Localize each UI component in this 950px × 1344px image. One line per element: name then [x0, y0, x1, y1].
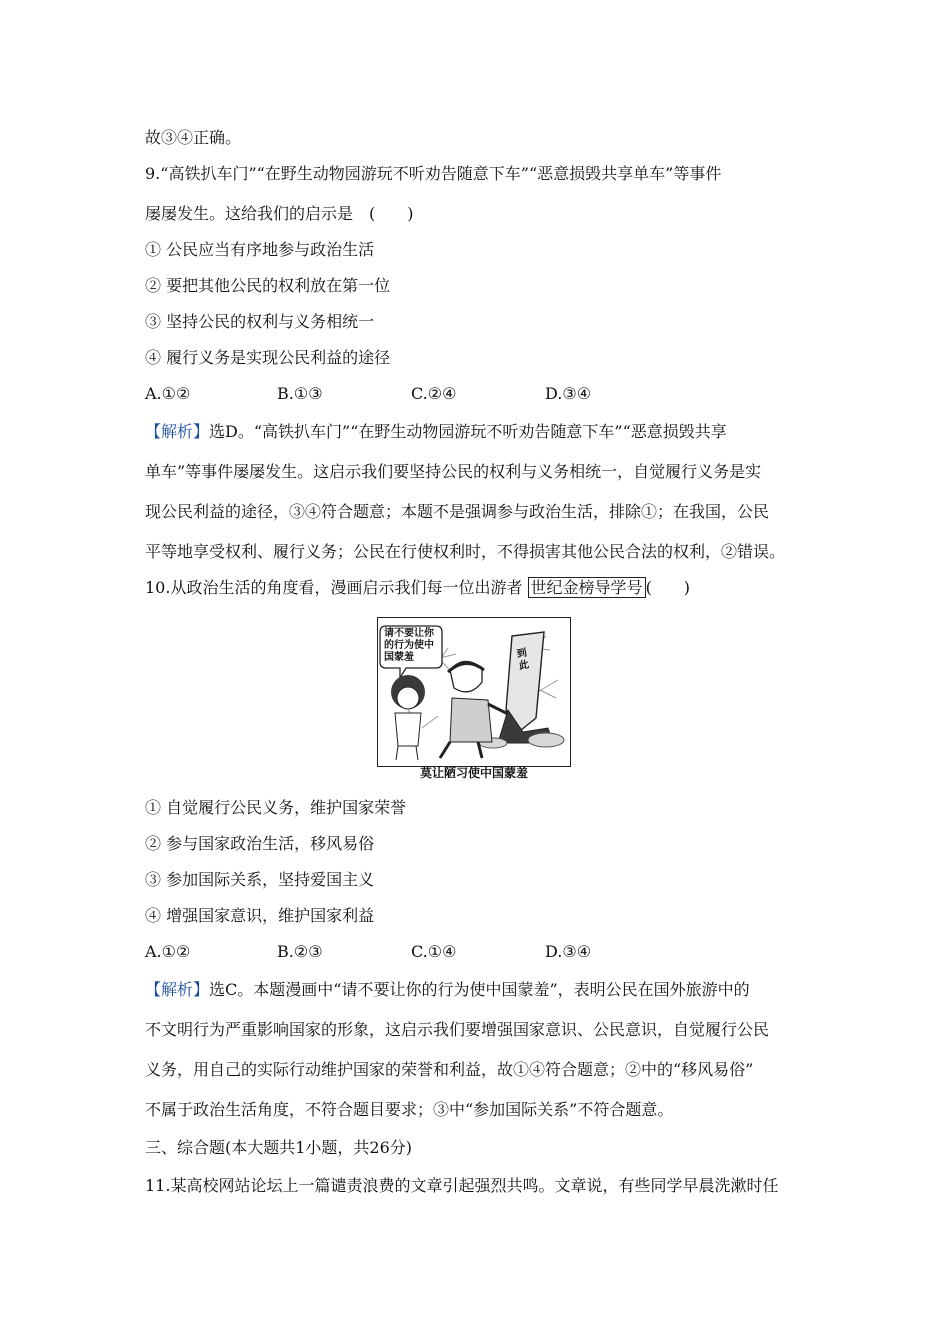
q10-item-2: ② 参与国家政治生活，移风易俗	[145, 834, 375, 853]
q9-analysis-line1: 【解析】选D。“高铁扒车门”“在野生动物园游玩不听劝告随意下车”“恶意损毁共享	[145, 422, 727, 441]
q9-stem-line2: 屡屡发生。这给我们的启示是 ( )	[145, 204, 414, 223]
speech-bubble: 请不要让你 的行为使中 国蒙羞	[384, 628, 434, 663]
q10-analysis-line2: 不文明行为严重影响国家的形象，这启示我们要增强国家意识、公民意识，自觉履行公民	[145, 1020, 770, 1039]
q9-analysis-line3: 现公民利益的途径，③④符合题意；本题不是强调参与政治生活，排除①；在我国，公民	[145, 502, 770, 521]
q10-option-a: A.①②	[145, 942, 191, 961]
q10-option-b: B.②③	[277, 942, 323, 961]
q9-analysis-line2: 单车”等事件屡屡发生。这启示我们要坚持公民的权利与义务相统一，自觉履行义务是实	[145, 462, 762, 481]
q10-analysis-line1: 【解析】选C。本题漫画中“请不要让你的行为使中国蒙羞”，表明公民在国外旅游中的	[145, 980, 750, 999]
q9-item-1: ① 公民应当有序地参与政治生活	[145, 240, 375, 259]
q10-option-c: C.①④	[411, 942, 457, 961]
q10-option-d: D.③④	[545, 942, 592, 961]
section-heading: 三、综合题(本大题共1小题，共26分)	[145, 1138, 413, 1157]
cartoon-image	[377, 617, 571, 767]
q9-option-d: D.③④	[545, 384, 592, 403]
q9-item-3: ③ 坚持公民的权利与义务相统一	[145, 312, 375, 331]
q9-item-4: ④ 履行义务是实现公民利益的途径	[145, 348, 391, 367]
q10-analysis-tag: 【解析】	[145, 980, 210, 999]
q10-stem: 10.从政治生活的角度看，漫画启示我们每一位出游者 世纪金榜导学号 ( )	[145, 578, 691, 597]
q11-stem-start: 11.某高校网站论坛上一篇谴责浪费的文章引起强烈共鸣。文章说，有些同学早晨洗漱时任	[145, 1176, 779, 1195]
q10-item-4: ④ 增强国家意识，维护国家利益	[145, 906, 375, 925]
q9-analysis-line4: 平等地享受权利、履行义务；公民在行使权利时，不得损害其他公民合法的权利，②错误。	[145, 542, 786, 561]
q9-option-a: A.①②	[145, 384, 191, 403]
q9-item-2: ② 要把其他公民的权利放在第一位	[145, 276, 391, 295]
q10-analysis-line3: 义务，用自己的实际行动维护国家的荣誉和利益，故①④符合题意；②中的“移风易俗”	[145, 1060, 754, 1079]
q9-stem-line1: 9.“高铁扒车门”“在野生动物园游玩不听劝告随意下车”“恶意损毁共享单车”等事件	[145, 164, 722, 183]
cartoon-caption: 莫让陋习使中国蒙羞	[419, 766, 528, 780]
q10-item-3: ③ 参加国际关系，坚持爱国主义	[145, 870, 375, 889]
q9-option-c: C.②④	[411, 384, 457, 403]
q9-analysis-tag: 【解析】	[145, 422, 210, 441]
q9-option-b: B.①③	[277, 384, 323, 403]
q10-item-1: ① 自觉履行公民义务，维护国家荣誉	[145, 798, 407, 817]
graffiti-sign: 到此	[516, 647, 530, 673]
q10-analysis-line4: 不属于政治生活角度，不符合题目要求；③中“参加国际关系”不符合题意。	[145, 1100, 674, 1119]
previous-answer-tail: 故③④正确。	[145, 128, 242, 147]
source-label: 世纪金榜导学号	[528, 577, 646, 598]
